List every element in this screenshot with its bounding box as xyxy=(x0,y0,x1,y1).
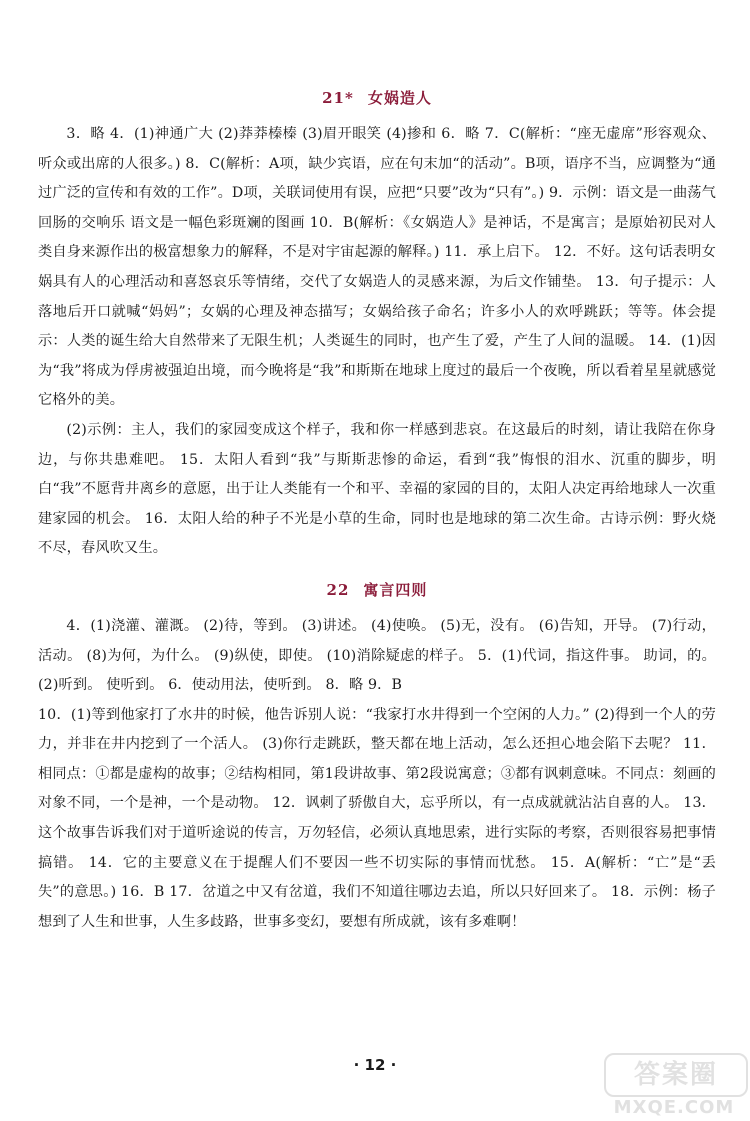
watermark-top-text: 答案圈 xyxy=(604,1053,748,1097)
answer-paragraph: 3．略 4．(1)神通广大 (2)莽莽榛榛 (3)眉开眼笑 (4)掺和 6．略 7．C(解析：“座无虚席”形容观众、听众或出席的人很多。) 8．C(解析：A项，缺少宾语，应在句末加“的活动”。B项，语序不当，应调整为“通过广泛的宣传和有效的工作”。D项，关联词使用有误，应把“只要”改为“只有”。) 9．示例：语文是一曲荡气回肠的交响乐 语文是一幅色彩斑斓的图画 10．B(解析：《女娲造人》是神话，不是寓言；是原始初民对人类自身来源作出的极富想象力的解释，不是对宇宙起源的解释。) 11．承上启下。 12．不好。这句话表明女娲具有人的心理活动和喜怒哀乐等情绪，交代了女娲造人的灵感来源，为后文作铺垫。 13．句子提示：人落地后开口就喊“妈妈”；女娲的心理及神态描写；女娲给孩子命名；许多小人的欢呼跳跃；等等。体会提示：人类的诞生给大自然带来了无限生机；人类诞生的同时，也产生了爱，产生了人间的温暖。 14．(1)因为“我”将成为俘虏被强迫出境，而今晚将是“我”和斯斯在地球上度过的最后一个夜晚，所以看着星星就感觉它格外的美。 xyxy=(38,126,716,409)
watermark-logo xyxy=(604,1053,744,1119)
section-number: 21* xyxy=(322,89,354,107)
answer-paragraph: (2)示例：主人，我们的家园变成这个样子，我和你一样感到悲哀。在这最后的时刻，请让我陪在你身边，与你共患难吧。 15．太阳人看到“我”与斯斯悲惨的命运，看到“我”悔恨的泪水、沉重的脚步，明白“我”不愿背井离乡的意愿，出于让人类能有一个和平、幸福的家园的目的，太阳人决定再给地球人一次重建家园的机会。 16．太阳人给的种子不光是小草的生命，同时也是地球的第二次生命。古诗示例：野火烧不尽，春风吹又生。 xyxy=(38,421,716,557)
answer-paragraph: 4．(1)浇灌、灌溉。 (2)待，等到。 (3)讲述。 (4)使唤。 (5)无，没有。 (6)告知，开导。 (7)行动，活动。 (8)为何，为什么。 (9)纵使，即使。 (10)消除疑虑的样子。 5．(1)代词，指这件事。 助词，的。 (2)听到。 使听到。 6．使动用法，使听到。 8．略 9．B xyxy=(38,617,716,694)
section-22 xyxy=(38,578,716,938)
section-title xyxy=(38,578,716,602)
answer-paragraph: 10．(1)等到他家打了水井的时候，他告诉别人说：“我家打水井得到一个空闲的人力。” (2)得到一个人的劳力，并非在井内挖到了一个活人。 (3)你行走跳跃，整天都在地上活动，怎么还担心地会陷下去呢？ 11．相同点：①都是虚构的故事；②结构相同，第1段讲故事、第2段说寓意；③都有讽刺意味。不同点：刻画的对象不同，一个是神，一个是动物。 12．讽刺了骄傲自大，忘乎所以，有一点成就就沾沾自喜的人。 13．这个故事告诉我们对于道听途说的传言，万勿轻信，必须认真地思索，进行实际的考察，否则很容易把事情搞错。 14．它的主要意义在于提醒人们不要因一些不切实际的事情而忧愁。 15．A(解析：“亡”是“丢失”的意思。) 16．B 17．岔道之中又有岔道，我们不知道往哪边去追，所以只好回来了。 18．示例：杨子想到了人生和世事，人生多歧路，世事多变幻，要想有所成就，该有多难啊！ xyxy=(38,706,716,930)
section-title xyxy=(38,86,716,110)
section-heading: 寓言四则 xyxy=(363,580,428,599)
page-number: · 12 · xyxy=(353,1056,397,1074)
section-21 xyxy=(38,86,716,564)
answer-page xyxy=(38,86,716,937)
watermark-bottom-text: MXQE.COM xyxy=(613,1097,735,1118)
section-heading: 女娲造人 xyxy=(367,89,432,107)
section-number: 22 xyxy=(326,580,350,599)
